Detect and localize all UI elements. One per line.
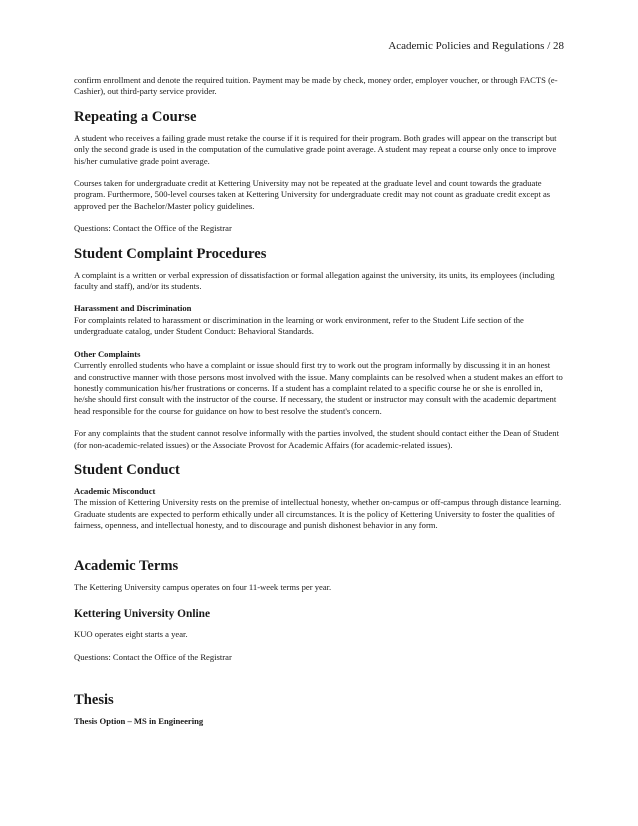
section-student-complaints [74, 246, 564, 451]
heading-repeating-course: Repeating a Course [74, 108, 197, 125]
complaints-paragraph-1: A complaint is a written or verbal expression of dissatisfaction or formal allegation against the university, its units, its employees (including faculty and staff), and/or its students. [74, 269, 555, 292]
section-thesis [74, 692, 564, 727]
heading-student-conduct: Student Conduct [74, 461, 180, 478]
running-header: Academic Policies and Regulations / 28 [388, 40, 564, 52]
section-student-conduct [74, 462, 564, 532]
heading-academic-terms: Academic Terms [74, 557, 179, 574]
section-academic-terms [74, 558, 564, 664]
terms-questions: Questions: Contact the Office of the Registrar [74, 652, 232, 663]
repeating-paragraph-1: A student who receives a failing grade must retake the course if it is required for their program. Both grades will appear on the transcript but only the second grade is used in the computation of the cumulative grade point average. A student may repeat a course only once to improve his/her cumulative grade point average. [74, 132, 557, 166]
section-repeating-course [74, 109, 564, 235]
repeating-paragraph-2: Courses taken for undergraduate credit at Kettering University may not be repeated at the graduate level and count towards the graduate program. Furthermore, 500-level courses taken at Kettering University for undergraduate credit may not count as graduate credit except as approved per the Bachelor/Master policy guidelines. [74, 178, 551, 211]
terms-paragraph: The Kettering University campus operates on four 11-week terms per year. [74, 581, 332, 592]
repeating-questions: Questions: Contact the Office of the Registrar [74, 223, 232, 234]
kuo-paragraph: KUO operates eight starts a year. [74, 628, 188, 639]
misconduct-paragraph: The mission of Kettering University rests on the premise of intellectual honesty, whether on-campus or off-campus through distance learning. Graduate students are expected to perform ethically under all circumstances. It is the policy of Kettering University to foster the qualities of fairness, openness, and intellectual honesty, and to discourage and punish dishonest behavior in any form. [74, 497, 562, 531]
subheading-other-complaints: Other Complaints [74, 348, 141, 359]
heading-kettering-online: Kettering University Online [74, 607, 211, 620]
complaints-final-paragraph: For any complaints that the student cannot resolve informally with the parties involved, the student should contact either the Dean of Student (for non-academic-related issues) or the Associate Provost for Academic Affairs (for academic-related issues). [74, 428, 559, 450]
heading-student-complaints: Student Complaint Procedures [74, 245, 267, 262]
heading-thesis: Thesis [74, 691, 114, 708]
subheading-thesis-option: Thesis Option – MS in Engineering [74, 715, 204, 726]
harassment-paragraph: For complaints related to harassment or discrimination in the learning or work environment, refer to the Student Life section of the undergraduate catalog, under Student Conduct: Behavioral Standards. [74, 314, 524, 337]
subheading-harassment: Harassment and Discrimination [74, 303, 192, 314]
intro-paragraph: confirm enrollment and denote the required tuition. Payment may be made by check, money order, employer voucher, or through FACTS (e-Cashier), out third-party service provider. [74, 75, 558, 97]
subheading-academic-misconduct: Academic Misconduct [74, 485, 156, 496]
other-complaints-paragraph: Currently enrolled students who have a complaint or issue should first try to work out the program informally by discussing it in an honest and constructive manner with those persons most involved with the issue. Many complaints can be resolved when a student makes an effort to honestly communication his/her frustrations or concerns. If a student has a complaint related to a specific course he or she is enrolled in, he/she should first consult with the instructor of the course. If necessary, the student or instructor may consult with the academic department head responsible for the course for guidance on how to best resolve the student's concern. [74, 360, 563, 416]
